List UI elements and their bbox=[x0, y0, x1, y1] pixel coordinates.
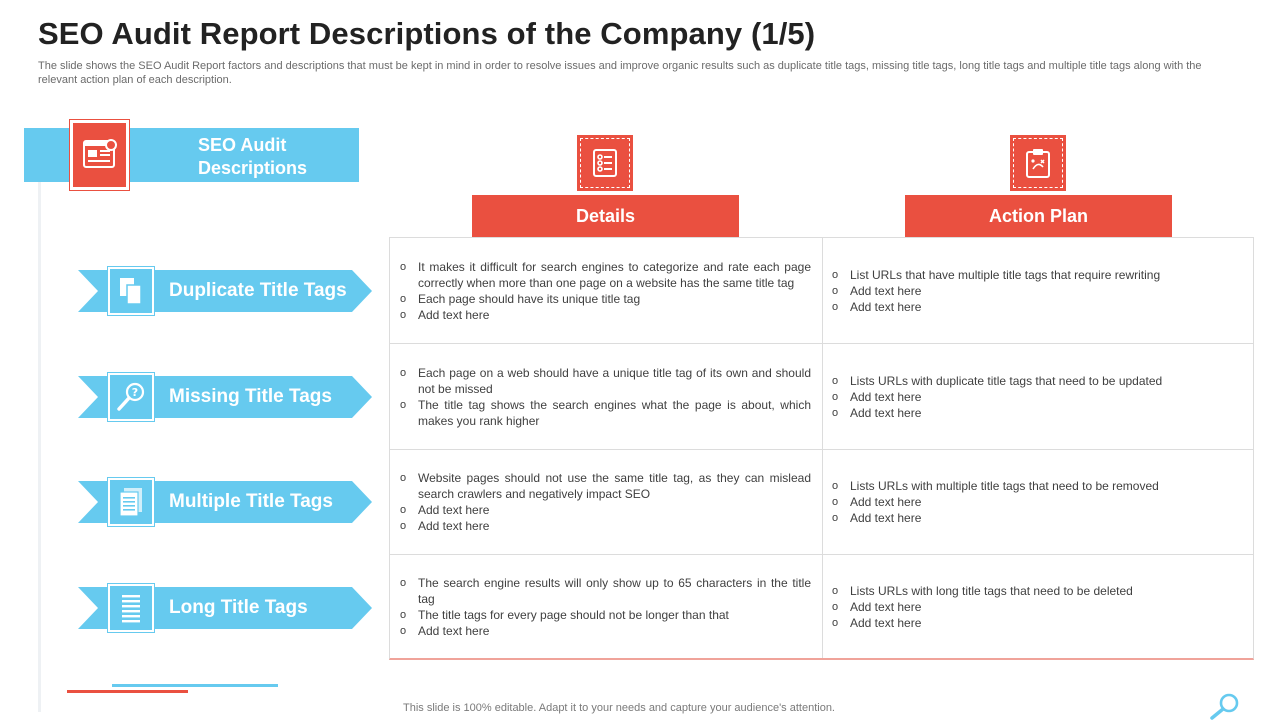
row-label-text: Missing Title Tags bbox=[169, 386, 332, 407]
details-cell bbox=[400, 344, 811, 449]
list-item: o Add text here bbox=[832, 389, 1242, 405]
list-item: o Add text here bbox=[400, 518, 811, 534]
list-item: o Lists URLs with long title tags that need to be deleted bbox=[832, 583, 1242, 599]
list-item: o The title tags for every page should not be longer than that bbox=[400, 607, 811, 623]
row-label-multiple-title-tags bbox=[78, 481, 372, 523]
slide-subtitle: The slide shows the SEO Audit Report factors and descriptions that must be kept in mind in order to resolve issues and improve organic results such as duplicate title tags, missing title tags, long title tags and multiple title tags along with the relevant action plan of each description. bbox=[38, 60, 1202, 86]
header-title bbox=[198, 134, 307, 180]
action-list bbox=[832, 267, 1242, 315]
list-item: o Add text here bbox=[400, 623, 811, 639]
list-item: o Lists URLs with multiple title tags that need to be removed bbox=[832, 478, 1242, 494]
list-item: o Add text here bbox=[832, 615, 1242, 631]
header-title-line1: SEO Audit bbox=[198, 135, 287, 155]
search-question-icon bbox=[108, 373, 154, 421]
details-list bbox=[400, 575, 811, 639]
slide-title: SEO Audit Report Descriptions of the Company (1/5) bbox=[38, 16, 816, 51]
list-item: o List URLs that have multiple title tags that require rewriting bbox=[832, 267, 1242, 283]
action-list bbox=[832, 373, 1242, 421]
clipboard-plan-icon bbox=[1010, 135, 1066, 191]
action-cell bbox=[832, 555, 1242, 659]
details-list bbox=[400, 259, 811, 323]
row-label-text: Duplicate Title Tags bbox=[169, 280, 347, 301]
list-item: o The title tag shows the search engines what the page is about, which makes you rank higher bbox=[400, 397, 811, 429]
list-item: o Add text here bbox=[832, 599, 1242, 615]
list-item: o Add text here bbox=[400, 307, 811, 323]
list-item: o Add text here bbox=[400, 502, 811, 518]
list-item: o The search engine results will only show up to 65 characters in the title tag bbox=[400, 575, 811, 607]
row-label-text: Long Title Tags bbox=[169, 597, 308, 618]
details-list bbox=[400, 365, 811, 429]
list-item: o Add text here bbox=[832, 299, 1242, 315]
column-header-action-plan: Action Plan bbox=[905, 195, 1172, 237]
details-cell bbox=[400, 450, 811, 554]
column-divider bbox=[822, 238, 823, 658]
svg-text:?: ? bbox=[131, 386, 139, 399]
seo-report-icon bbox=[70, 120, 129, 190]
details-cell bbox=[400, 555, 811, 659]
decor-bar-blue bbox=[112, 684, 278, 687]
list-item: o Each page should have its unique title tag bbox=[400, 291, 811, 307]
list-item: o Add text here bbox=[832, 283, 1242, 299]
list-item: o Add text here bbox=[832, 405, 1242, 421]
column-header-details: Details bbox=[472, 195, 739, 237]
list-item: o It makes it difficult for search engines to categorize and rate each page correctly when more than one page on a website has the same title tag bbox=[400, 259, 811, 291]
details-list bbox=[400, 470, 811, 534]
checklist-icon bbox=[577, 135, 633, 191]
action-list bbox=[832, 478, 1242, 526]
copy-pages-icon bbox=[108, 267, 154, 315]
list-item: o Add text here bbox=[832, 494, 1242, 510]
decor-bar-red bbox=[67, 690, 188, 693]
action-list bbox=[832, 583, 1242, 631]
details-cell bbox=[400, 238, 811, 343]
list-item: o Each page on a web should have a unique title tag of its own and should not be missed bbox=[400, 365, 811, 397]
list-item: o Add text here bbox=[832, 510, 1242, 526]
action-cell bbox=[832, 450, 1242, 554]
stacked-documents-icon bbox=[108, 478, 154, 526]
long-list-icon bbox=[108, 584, 154, 632]
header-title-line2: Descriptions bbox=[198, 158, 308, 178]
list-item: o Lists URLs with duplicate title tags that need to be updated bbox=[832, 373, 1242, 389]
action-cell bbox=[832, 238, 1242, 343]
audit-table bbox=[389, 237, 1254, 660]
row-label-missing-title-tags bbox=[78, 376, 372, 418]
row-label-duplicate-title-tags bbox=[78, 270, 372, 312]
left-guide-line bbox=[38, 128, 41, 712]
footer-note: This slide is 100% editable. Adapt it to your needs and capture your audience's attention. bbox=[403, 702, 835, 714]
list-item: o Website pages should not use the same title tag, as they can mislead search crawlers and negatively impact SEO bbox=[400, 470, 811, 502]
row-label-text: Multiple Title Tags bbox=[169, 491, 333, 512]
row-label-long-title-tags bbox=[78, 587, 372, 629]
magnifier-icon bbox=[1206, 692, 1242, 720]
action-cell bbox=[832, 344, 1242, 449]
